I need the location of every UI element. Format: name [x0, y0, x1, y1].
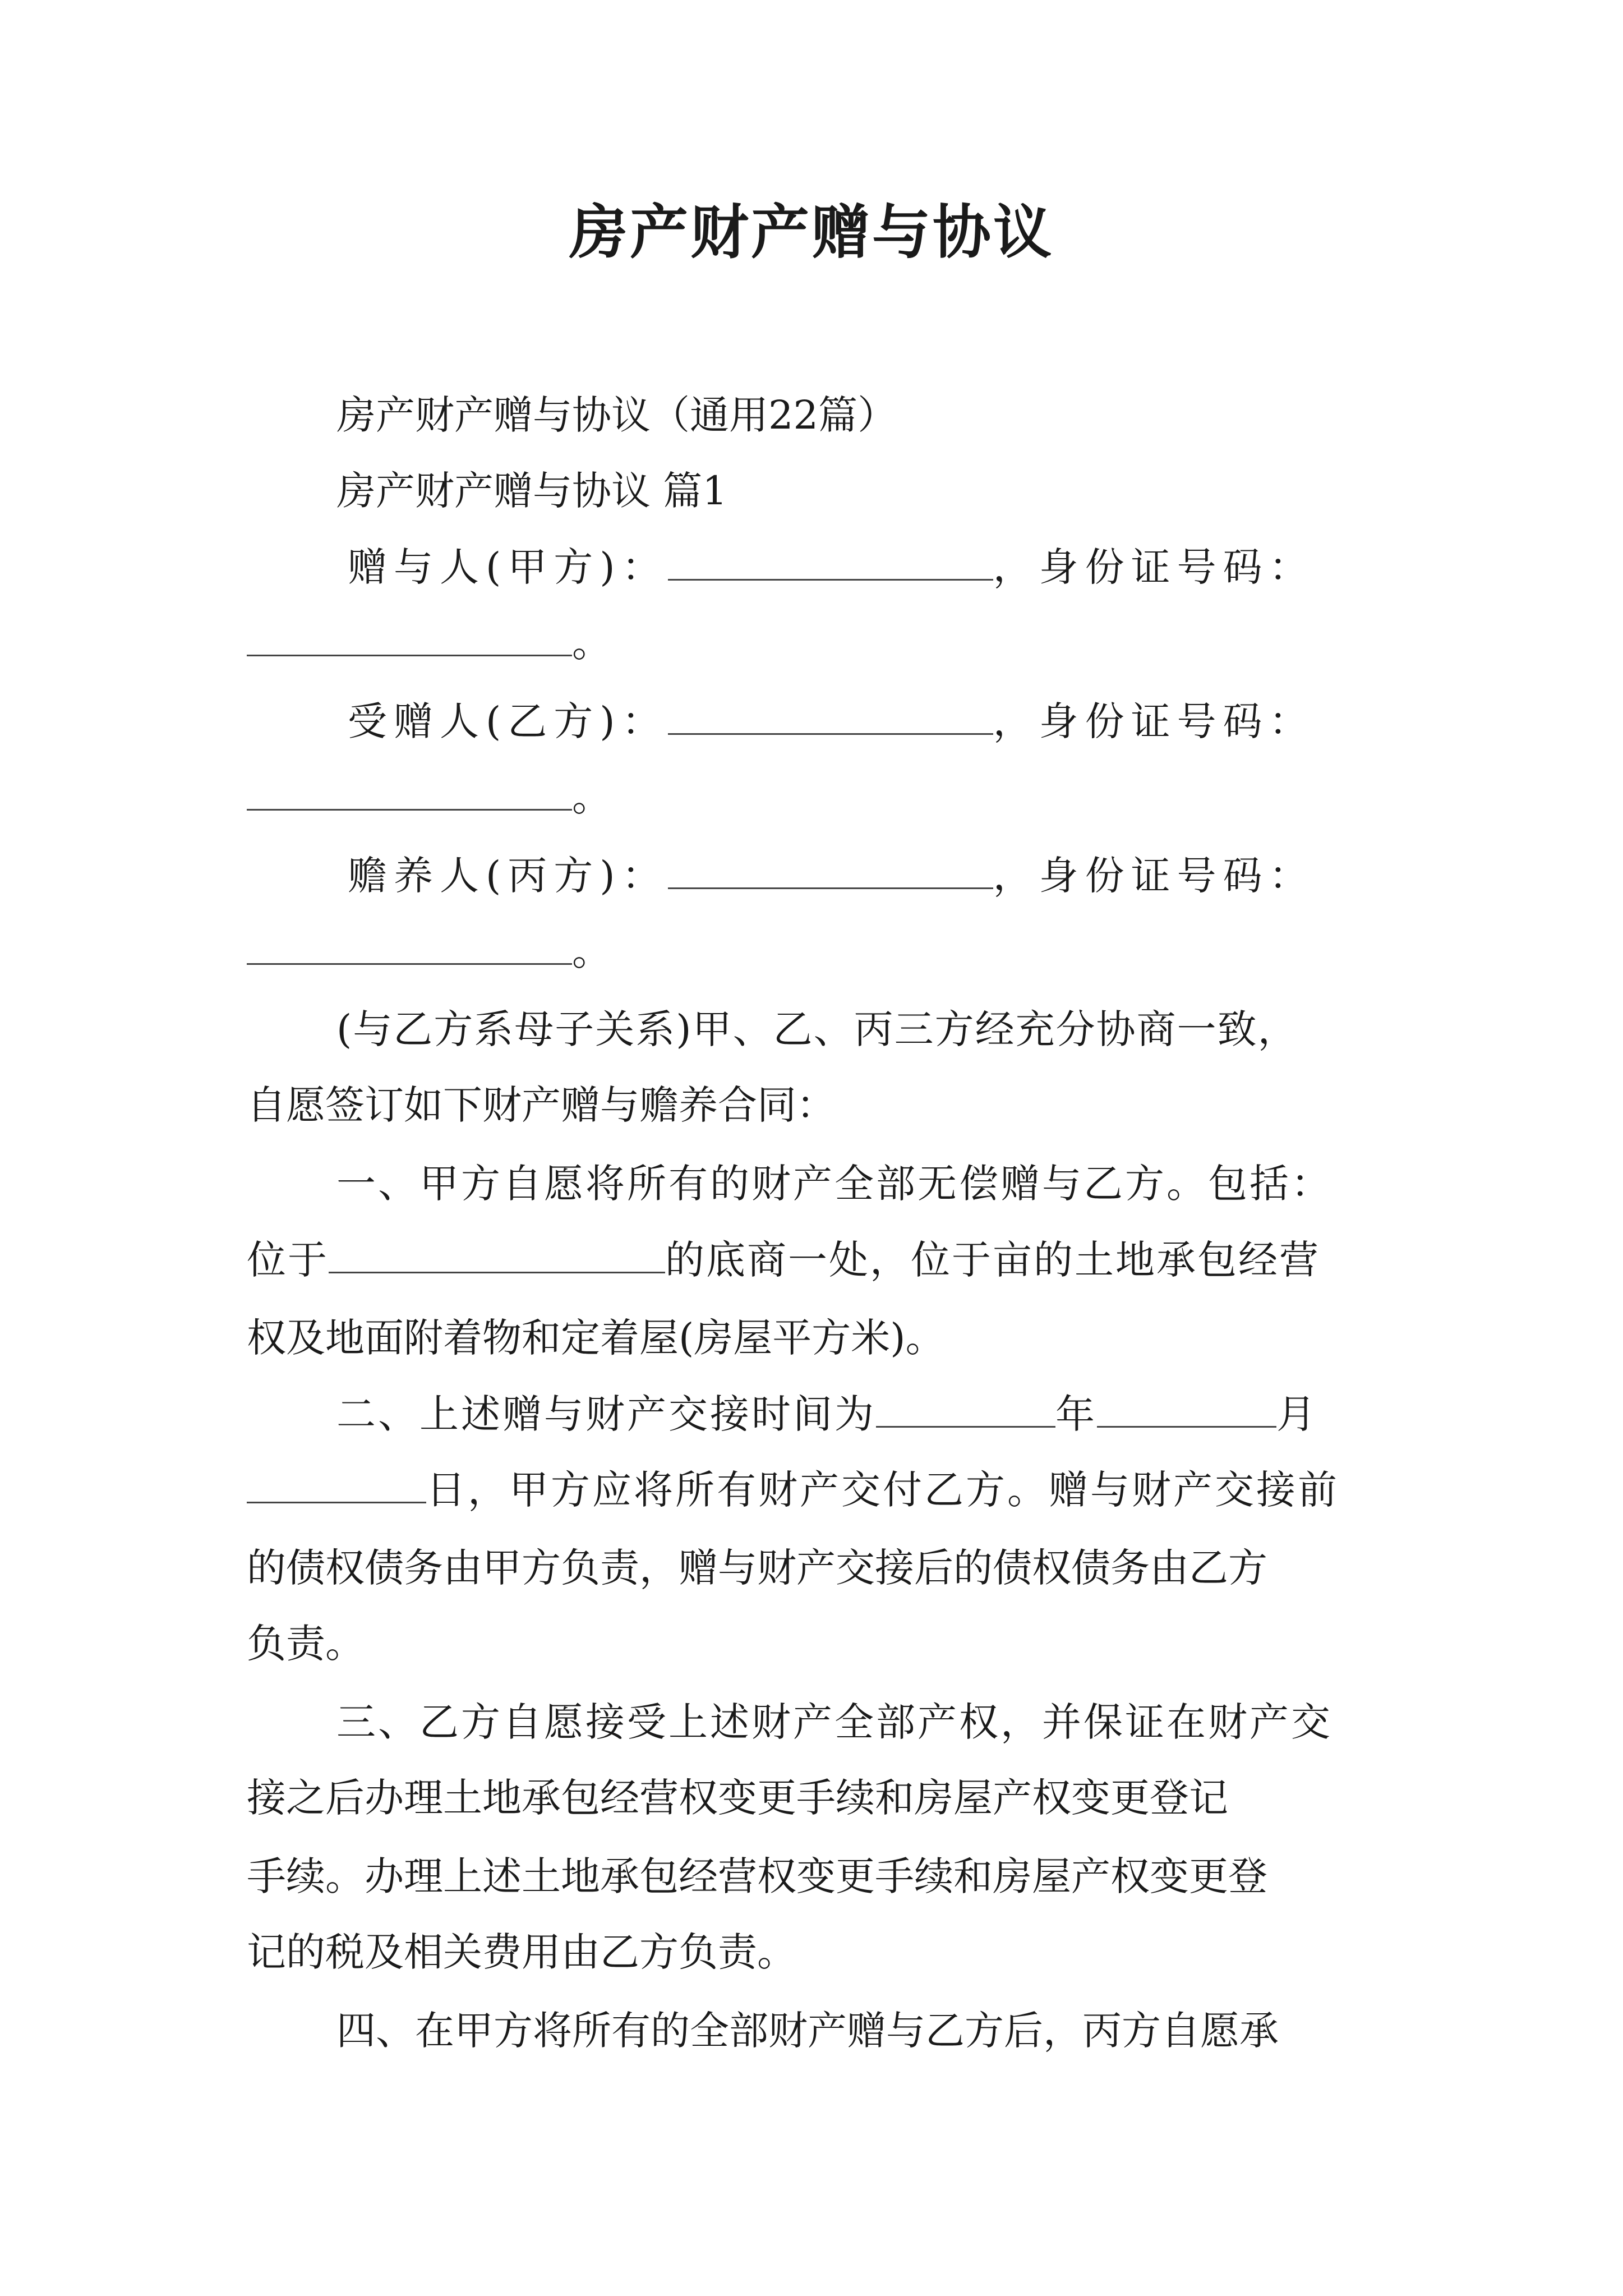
supporter-label: 赡养人(丙方)： [348, 853, 668, 899]
clause2-line2 [247, 1461, 1339, 1518]
clause1-text-a: 位于 [247, 1237, 329, 1283]
location-blank [329, 1231, 665, 1273]
donor-id-label: ，身份证号码： [993, 544, 1315, 590]
donee-id-blank [247, 769, 572, 811]
period: 。 [572, 928, 611, 974]
supporter-name-blank [668, 847, 993, 889]
clause3-line2: 接之后办理土地承包经营权变更手续和房屋产权变更登记 [247, 1775, 1228, 1821]
chapter-heading: 房产财产赠与协议 篇1 [336, 468, 727, 514]
donor-name-blank [668, 539, 993, 581]
donor-id-line [247, 614, 611, 671]
donee-line [348, 693, 1315, 749]
clause2-line1 [336, 1386, 1318, 1442]
clause1-line2 [247, 1231, 1320, 1288]
paragraph-intro-line2: 自愿签订如下财产赠与赡养合同： [247, 1082, 836, 1128]
donor-id-blank [247, 614, 572, 656]
clause3-line3: 手续。办理上述土地承包经营权变更手续和房屋产权变更登 [247, 1853, 1267, 1899]
period: 。 [572, 620, 611, 666]
clause3-line4: 记的税及相关费用由乙方负责。 [247, 1929, 796, 1975]
clause1-text-b: 的底商一处，位于亩的土地承包经营 [665, 1237, 1320, 1283]
day-blank [247, 1461, 426, 1503]
donor-label: 赠与人(甲方)： [348, 544, 668, 590]
clause2-text-a: 二、上述赠与财产交接时间为 [336, 1391, 876, 1437]
paragraph-intro-line1: (与乙方系母子关系)甲、乙、丙三方经充分协商一致， [336, 1006, 1298, 1052]
clause3-line1: 三、乙方自愿接受上述财产全部产权，并保证在财产交 [336, 1699, 1332, 1745]
period: 。 [572, 774, 611, 820]
clause1-line3: 权及地面附着物和定着屋(房屋平方米)。 [247, 1315, 945, 1361]
clause1-line1: 一、甲方自愿将所有的财产全部无偿赠与乙方。包括： [336, 1161, 1332, 1207]
donor-line [348, 539, 1315, 595]
subtitle: 房产财产赠与协议（通用22篇） [336, 392, 897, 438]
clause2-line3: 的债权债务由甲方负责，赠与财产交接后的债权债务由乙方 [247, 1545, 1267, 1591]
supporter-line [348, 847, 1315, 904]
clause2-line4: 负责。 [247, 1621, 365, 1667]
donee-id-label: ，身份证号码： [993, 698, 1315, 744]
donee-label: 受赠人(乙方)： [348, 698, 668, 744]
year-blank [876, 1386, 1055, 1428]
year-label: 年 [1055, 1391, 1097, 1437]
donee-name-blank [668, 693, 993, 735]
clause2-text-c: 日，甲方应将所有财产交付乙方。赠与财产交接前 [426, 1467, 1339, 1513]
month-blank [1097, 1386, 1276, 1428]
supporter-id-label: ，身份证号码： [993, 853, 1315, 899]
document-title: 房产财产赠与协议 [569, 198, 1054, 266]
clause4-line1: 四、在甲方将所有的全部财产赠与乙方后，丙方自愿承 [336, 2008, 1279, 2054]
month-label: 月 [1276, 1391, 1318, 1437]
supporter-id-line [247, 923, 611, 979]
donee-id-line [247, 769, 611, 825]
supporter-id-blank [247, 923, 572, 965]
